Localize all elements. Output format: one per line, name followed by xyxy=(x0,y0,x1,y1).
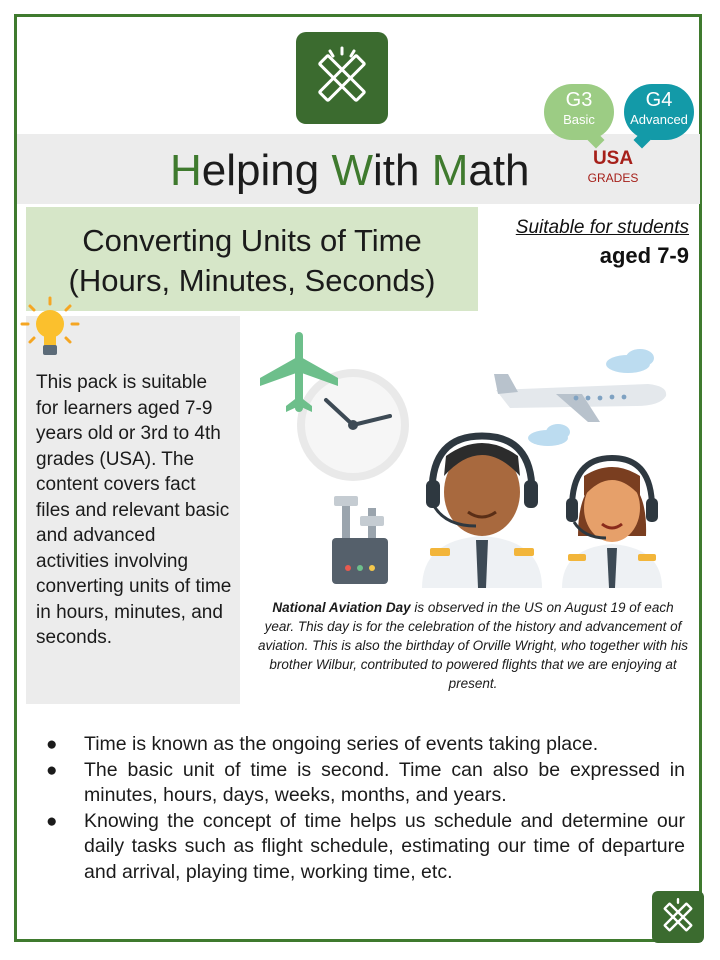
list-item-text: Time is known as the ongoing series of events taking place. xyxy=(84,733,599,755)
caption-bold: National Aviation Day xyxy=(272,600,411,615)
pilot-icon xyxy=(562,458,662,588)
list-item-text: Knowing the concept of time helps us schedule and determine our daily tasks such as flight schedule, estimating our time of departure and arrival, playing time, working time, etc. xyxy=(84,809,685,883)
throttle-icon xyxy=(332,496,388,584)
brand-title-part: ith xyxy=(372,146,432,195)
lightbulb-icon xyxy=(20,296,80,365)
brand-title-part: M xyxy=(431,146,469,195)
grade-badge-g4 xyxy=(624,84,694,140)
topic-title xyxy=(26,207,478,311)
grade-label: G3 xyxy=(565,89,593,111)
fact-list xyxy=(40,732,685,885)
topic-line-1: Converting Units of Time xyxy=(82,223,422,258)
topic-line-2: (Hours, Minutes, Seconds) xyxy=(68,263,436,298)
list-item-text: The basic unit of time is second. Time can also be expressed in minutes, hours, days, weeks, months, and years. xyxy=(84,758,685,806)
airplane-icon xyxy=(494,374,666,422)
clock-icon xyxy=(297,369,409,481)
brand-title-part: elping xyxy=(201,146,332,195)
list-item xyxy=(40,758,685,809)
brand-title-part: ath xyxy=(468,146,530,195)
list-item xyxy=(40,809,685,886)
pencil-ruler-icon xyxy=(296,32,388,124)
grade-badge-g3 xyxy=(544,84,614,140)
brand-title-part: W xyxy=(331,146,373,195)
audience-box xyxy=(516,216,689,272)
brand-title-part: H xyxy=(170,146,202,195)
country-label: USA xyxy=(592,148,634,169)
pencil-ruler-icon xyxy=(652,891,704,943)
country-sub-label: GRADES xyxy=(587,171,639,185)
caption-text: is observed in the US on August 19 of each year. This day is for the celebration of the history and advancement of aviation. This is also the birthday of Orville Wright, who together with his brother Wilbur, contributed to powered flights that we are enjoying at present. xyxy=(258,600,688,691)
bullet-dot: ● xyxy=(46,759,58,781)
aviation-illustration xyxy=(256,326,676,596)
grade-level: Advanced xyxy=(630,112,688,127)
brand-title xyxy=(170,146,530,196)
bullet-dot: ● xyxy=(46,734,58,755)
grade-level: Basic xyxy=(563,112,595,127)
description-panel xyxy=(26,316,240,704)
list-item xyxy=(40,732,685,758)
aviation-caption xyxy=(258,598,688,693)
bullet-dot: ● xyxy=(46,810,58,832)
description-text: This pack is suitable for learners aged 7-9 years old or 3rd to 4th grades (USA). The content covers fact files and relevant basic and advanced activities involving converting units of time in hours, minutes, and seconds. xyxy=(36,372,232,648)
country-badge xyxy=(580,148,646,186)
audience-label: Suitable for students xyxy=(515,217,689,238)
audience-ages: aged 7-9 xyxy=(599,243,689,268)
pilot-icon xyxy=(422,436,542,588)
grade-label: G4 xyxy=(645,89,673,111)
